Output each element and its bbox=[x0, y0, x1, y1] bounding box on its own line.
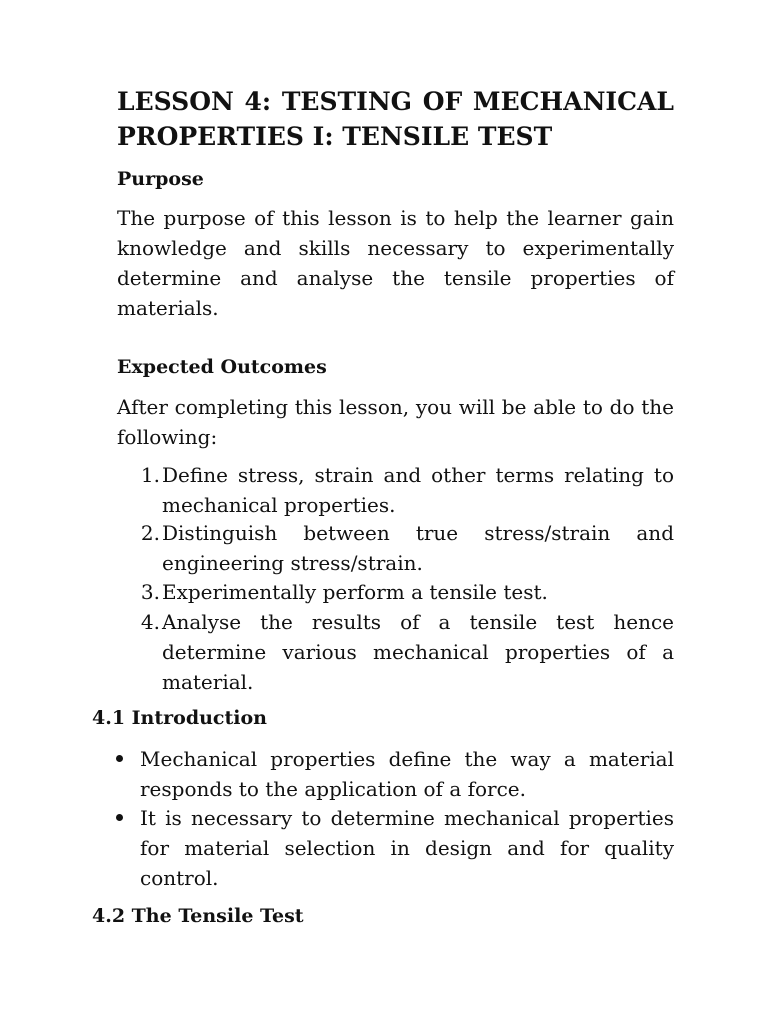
lesson-title-line-2: PROPERTIES I: TENSILE TEST bbox=[117, 122, 553, 151]
bullet-icon bbox=[116, 814, 123, 821]
list-number: 4. bbox=[140, 610, 160, 634]
list-item-line: Analyse the results of a tensile test hence bbox=[162, 610, 674, 634]
bullet-item-line: It is necessary to determine mechanical properties bbox=[140, 806, 674, 830]
list-item-line: determine various mechanical properties of a bbox=[162, 640, 674, 664]
purpose-line: knowledge and skills necessary to experimentally bbox=[117, 236, 674, 260]
bullet-item-line: Mechanical properties define the way a material bbox=[140, 747, 674, 771]
list-item-text bbox=[162, 460, 674, 520]
expected-outcomes-heading: Expected Outcomes bbox=[117, 356, 327, 378]
list-item-line: mechanical properties. bbox=[162, 493, 396, 517]
list-item-line: Experimentally perform a tensile test. bbox=[162, 580, 548, 604]
bullet-item bbox=[116, 744, 674, 804]
list-item-text bbox=[162, 518, 674, 578]
bullet-item-line: responds to the application of a force. bbox=[140, 777, 526, 801]
list-item bbox=[132, 607, 674, 697]
list-item bbox=[132, 518, 674, 578]
bullet-item-line: control. bbox=[140, 866, 219, 890]
list-item-line: Define stress, strain and other terms relating to bbox=[162, 463, 674, 487]
list-item-line: Distinguish between true stress/strain and bbox=[162, 521, 674, 545]
bullet-item-text bbox=[140, 744, 674, 804]
introduction-heading: 4.1 Introduction bbox=[92, 707, 267, 729]
list-item-line: material. bbox=[162, 670, 254, 694]
list-number: 1. bbox=[140, 463, 160, 487]
purpose-line: The purpose of this lesson is to help the learner gain bbox=[117, 206, 674, 230]
outcomes-intro bbox=[117, 392, 674, 452]
lesson-title bbox=[117, 84, 674, 154]
purpose-heading: Purpose bbox=[117, 168, 204, 190]
bullet-item-line: for material selection in design and for quality bbox=[140, 836, 674, 860]
list-item-text bbox=[162, 607, 674, 697]
bullet-icon bbox=[116, 755, 123, 762]
list-number: 3. bbox=[140, 580, 160, 604]
outcomes-intro-line: After completing this lesson, you will be able to do the bbox=[117, 395, 674, 419]
bullet-item bbox=[116, 803, 674, 893]
outcomes-intro-line: following: bbox=[117, 425, 218, 449]
list-item-text bbox=[162, 577, 674, 607]
purpose-line: determine and analyse the tensile properties of bbox=[117, 266, 674, 290]
list-item bbox=[132, 460, 674, 520]
list-item bbox=[132, 577, 674, 607]
list-number: 2. bbox=[140, 521, 160, 545]
purpose-line: materials. bbox=[117, 296, 219, 320]
tensile-test-heading: 4.2 The Tensile Test bbox=[92, 905, 304, 927]
list-item-line: engineering stress/strain. bbox=[162, 551, 423, 575]
lesson-title-line-1: LESSON 4: TESTING OF MECHANICAL bbox=[117, 87, 674, 116]
bullet-item-text bbox=[140, 803, 674, 893]
purpose-paragraph bbox=[117, 203, 674, 323]
